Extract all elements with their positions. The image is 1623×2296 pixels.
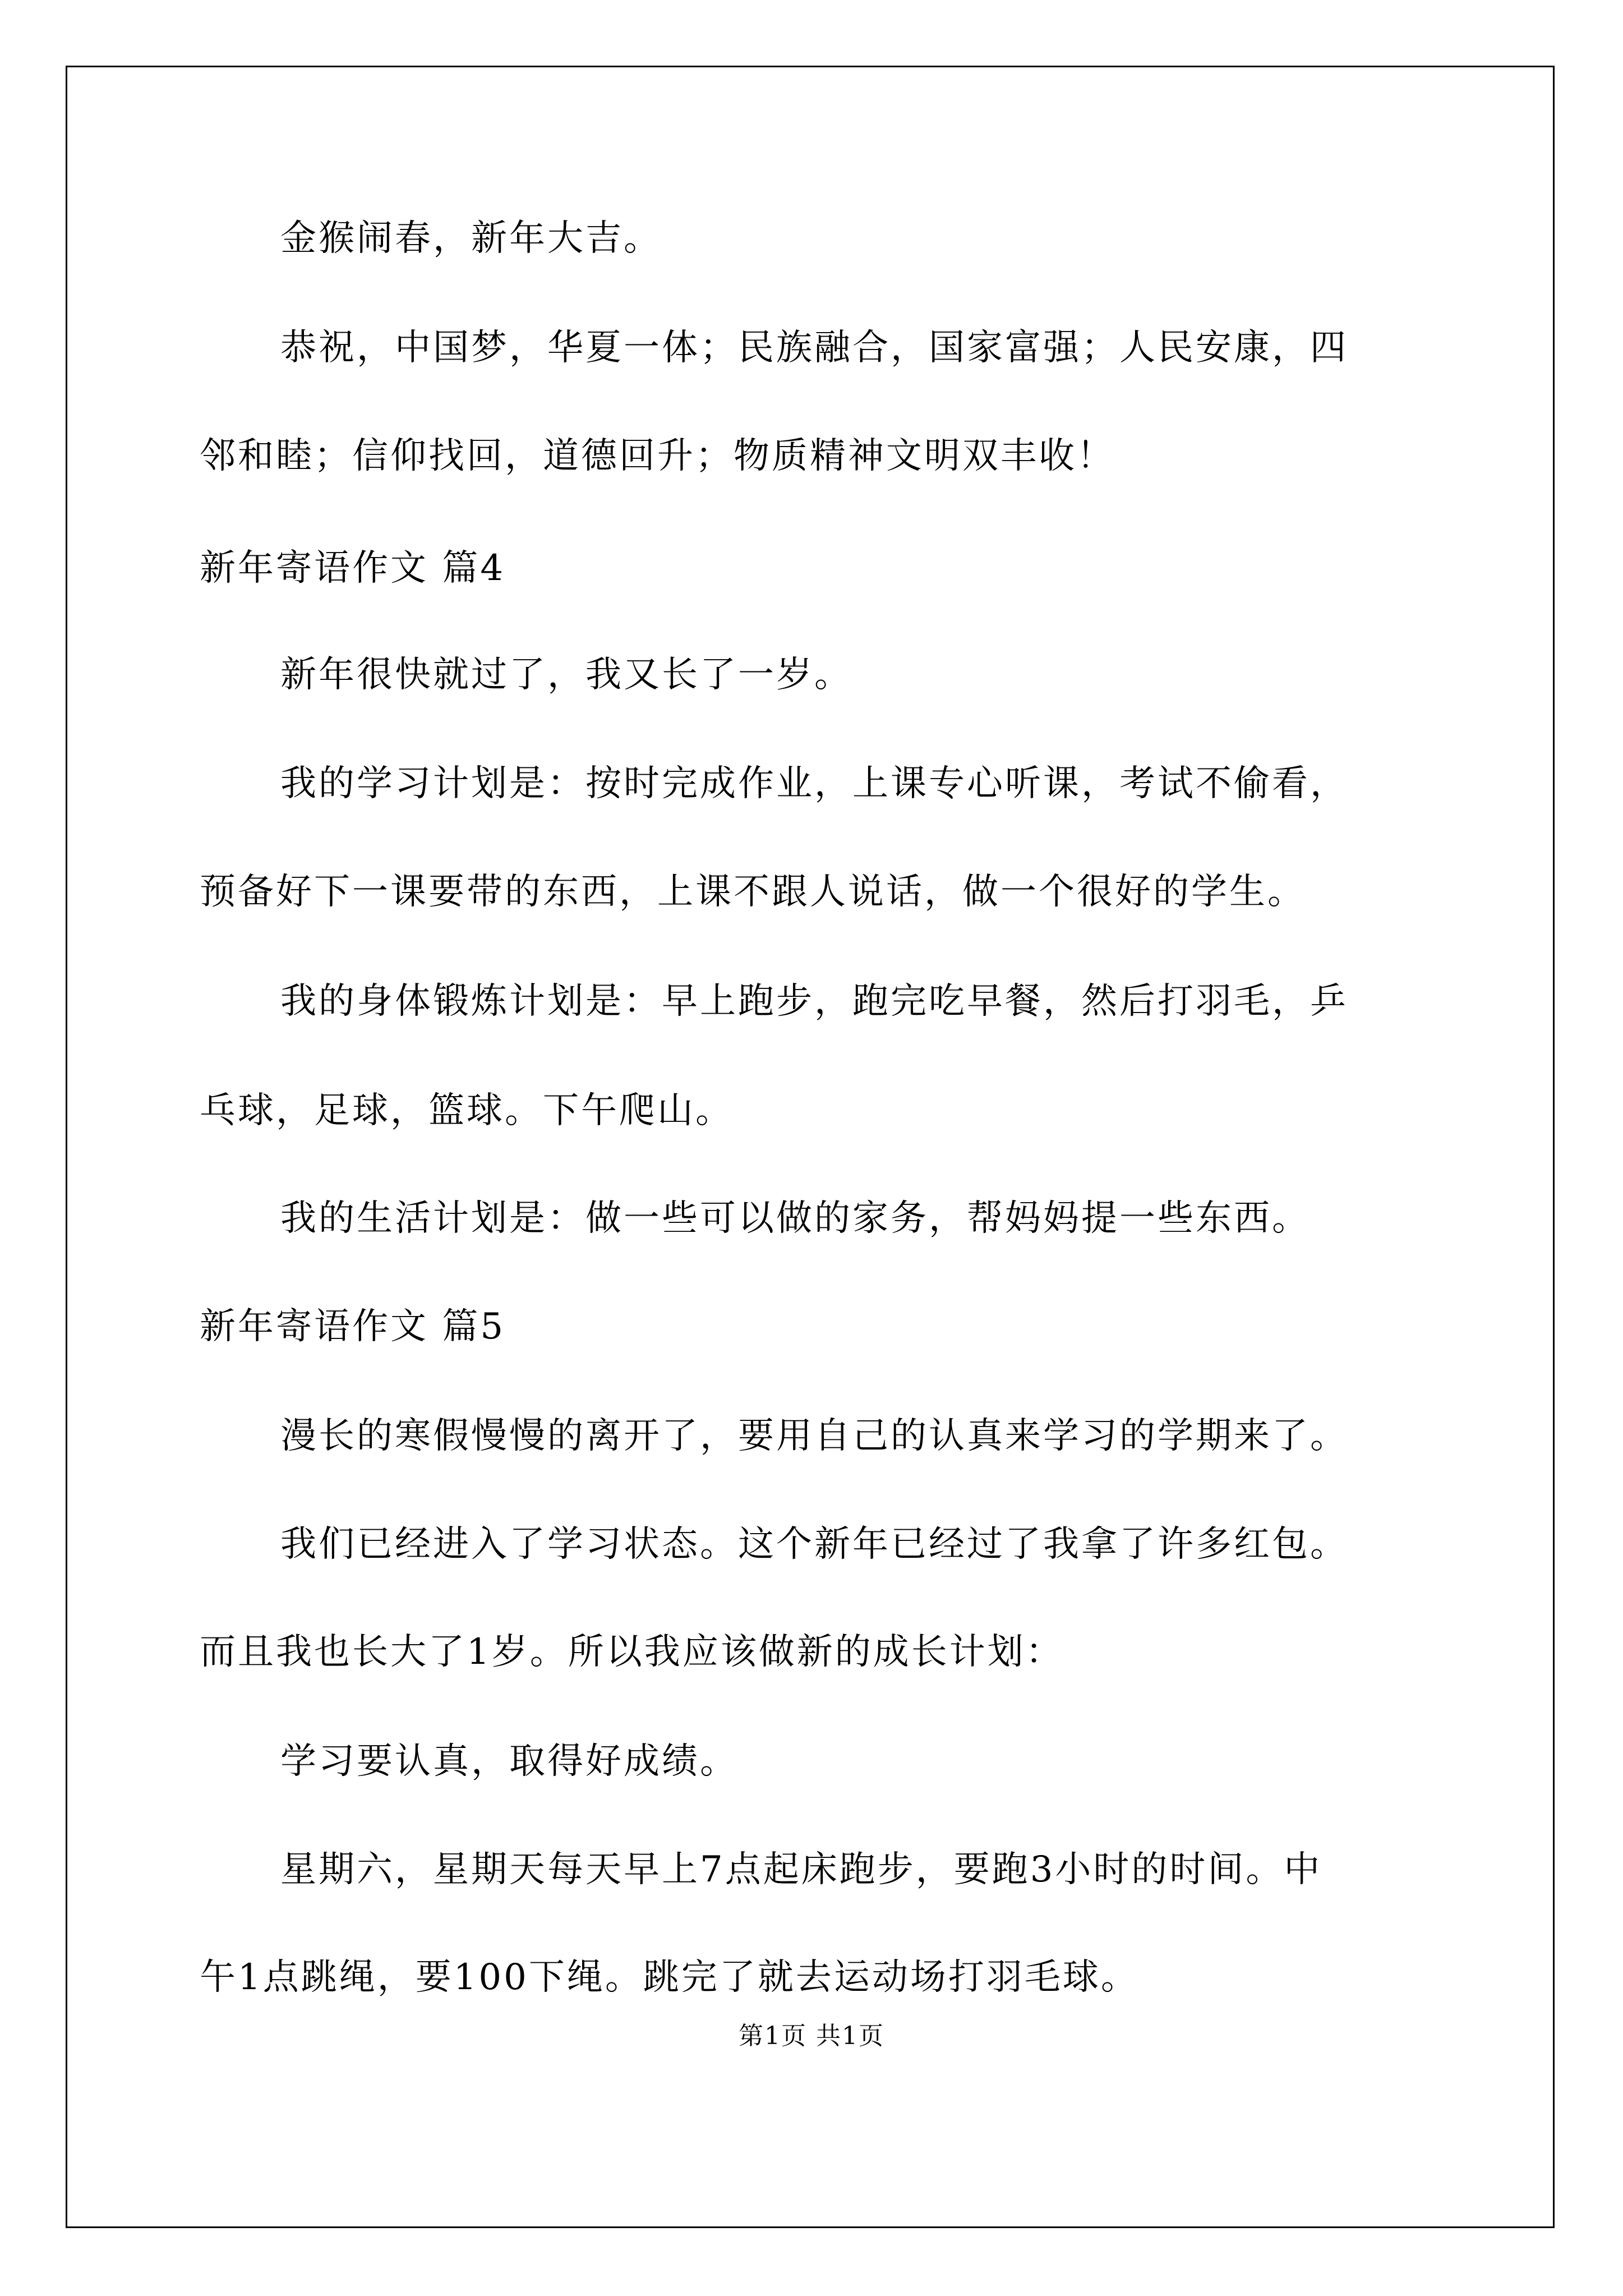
paragraph-line: 我的身体锻炼计划是：早上跑步，跑完吃早餐，然后打羽毛，乒 bbox=[280, 981, 1348, 1022]
section-heading: 新年寄语作文 篇4 bbox=[200, 547, 506, 589]
paragraph-line: 星期六，星期天每天早上7点起床跑步，要跑3小时的时间。中 bbox=[280, 1849, 1322, 1890]
page-border bbox=[66, 66, 1555, 2228]
paragraph-line: 学习要认真，取得好成绩。 bbox=[280, 1741, 738, 1782]
paragraph-line: 而且我也长大了1岁。所以我应该做新的成长计划： bbox=[200, 1631, 1064, 1673]
section-heading: 新年寄语作文 篇5 bbox=[200, 1306, 506, 1347]
paragraph-line: 金猴闹春，新年大吉。 bbox=[280, 218, 662, 259]
paragraph-line: 乓球，足球，篮球。下午爬山。 bbox=[200, 1090, 734, 1131]
paragraph-line: 我的学习计划是：按时完成作业，上课专心听课，考试不偷看， bbox=[280, 763, 1348, 804]
paragraph-line: 午1点跳绳，要100下绳。跳完了就去运动场打羽毛球。 bbox=[200, 1957, 1139, 1998]
paragraph-line: 新年很快就过了，我又长了一岁。 bbox=[280, 654, 852, 696]
paragraph-line: 漫长的寒假慢慢的离开了，要用自己的认真来学习的学期来了。 bbox=[280, 1415, 1348, 1457]
paragraph-line: 邻和睦；信仰找回，道德回升；物质精神文明双丰收！ bbox=[200, 435, 1115, 477]
paragraph-line: 恭祝，中国梦，华夏一体；民族融合，国家富强；人民安康，四 bbox=[280, 327, 1348, 369]
page-footer: 第1页 共1页 bbox=[739, 2022, 884, 2050]
paragraph-line: 我的生活计划是：做一些可以做的家务，帮妈妈提一些东西。 bbox=[280, 1198, 1310, 1239]
paragraph-line: 预备好下一课要带的东西，上课不跟人说话，做一个很好的学生。 bbox=[200, 871, 1306, 913]
paragraph-line: 我们已经进入了学习状态。这个新年已经过了我拿了许多红包。 bbox=[280, 1524, 1348, 1565]
